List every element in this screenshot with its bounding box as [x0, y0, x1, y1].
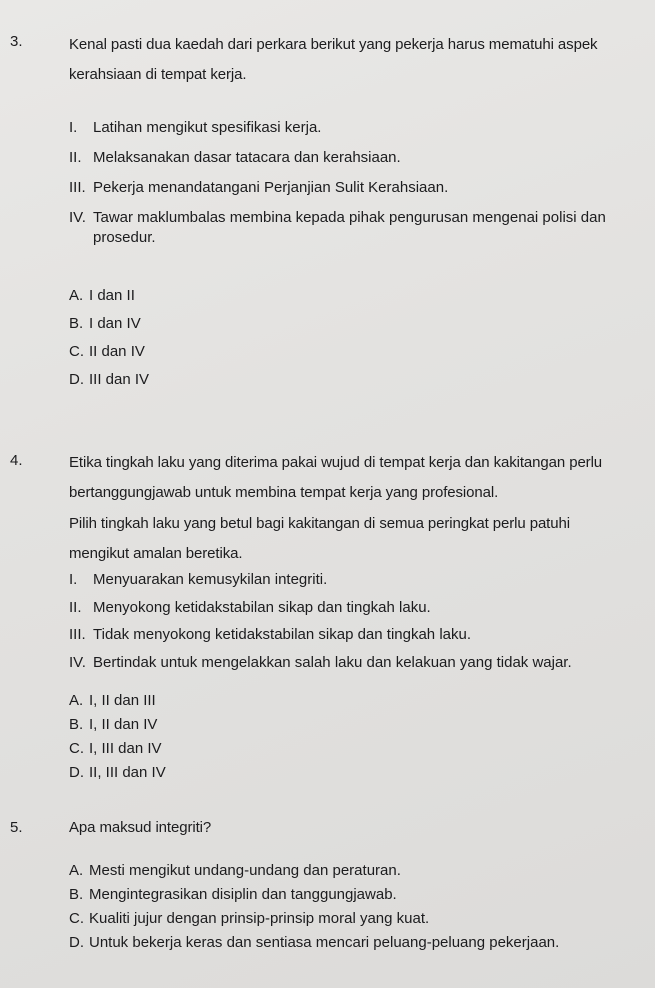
question-number: 5. [10, 819, 23, 836]
answer-option-c[interactable] [69, 908, 429, 930]
statement-numeral: IV. [69, 209, 86, 226]
answer-option-c[interactable] [69, 341, 145, 363]
answer-option-d[interactable] [69, 762, 166, 784]
statement-text: Latihan mengikut spesifikasi kerja. [93, 119, 322, 136]
stem-line: Pilih tingkah laku yang betul bagi kakitangan di semua peringkat perlu patuhi [69, 515, 570, 532]
statement-item [69, 147, 401, 169]
option-letter: C. [69, 910, 84, 927]
statement-numeral: I. [69, 571, 78, 588]
question-stem [69, 34, 629, 86]
stem-line: Apa maksud integriti? [69, 819, 212, 836]
answer-option-c[interactable] [69, 738, 162, 760]
option-letter: D. [69, 371, 84, 388]
statement-text: prosedur. [93, 229, 156, 246]
option-letter: D. [69, 764, 84, 781]
statement-text: Tidak menyokong ketidakstabilan sikap dan tingkah laku. [93, 626, 472, 643]
answer-option-b[interactable] [69, 714, 157, 736]
statement-item [69, 177, 448, 199]
statement-text: Menyuarakan kemusykilan integriti. [93, 571, 328, 588]
statement-item [69, 597, 431, 619]
option-letter: B. [69, 886, 84, 903]
question-stem [69, 817, 629, 839]
answer-option-b[interactable] [69, 884, 397, 906]
stem-line: bertanggungjawab untuk membina tempat kerja yang profesional. [69, 484, 499, 501]
question-number: 4. [10, 452, 23, 469]
option-letter: B. [69, 716, 84, 733]
stem-line: Etika tingkah laku yang diterima pakai wujud di tempat kerja dan kakitangan perlu [69, 454, 603, 471]
answer-option-a[interactable] [69, 285, 135, 307]
statement-numeral: III. [69, 626, 86, 643]
statement-item [69, 652, 572, 674]
option-text: Mesti mengikut undang-undang dan peraturan. [89, 862, 401, 879]
option-text: Mengintegrasikan disiplin dan tanggungjawab. [89, 886, 397, 903]
answer-option-a[interactable] [69, 690, 156, 712]
answer-option-d[interactable] [69, 369, 149, 391]
option-letter: C. [69, 740, 84, 757]
question-stem [69, 452, 629, 565]
statement-numeral: I. [69, 119, 78, 136]
stem-line: Kenal pasti dua kaedah dari perkara berikut yang pekerja harus mematuhi aspek [69, 36, 598, 53]
option-text: I, II dan III [89, 692, 156, 709]
statement-text: Pekerja menandatangani Perjanjian Sulit Kerahsiaan. [93, 179, 449, 196]
option-letter: A. [69, 287, 84, 304]
option-text: I, II dan IV [89, 716, 158, 733]
statement-text: Bertindak untuk mengelakkan salah laku dan kelakuan yang tidak wajar. [93, 654, 572, 671]
option-text: I, III dan IV [89, 740, 162, 757]
statement-text: Melaksanakan dasar tatacara dan kerahsiaan. [93, 149, 401, 166]
statement-numeral: III. [69, 179, 86, 196]
stem-line: mengikut amalan beretika. [69, 545, 243, 562]
statement-numeral: II. [69, 149, 82, 166]
option-letter: B. [69, 315, 84, 332]
option-text: Kualiti jujur dengan prinsip-prinsip moral yang kuat. [89, 910, 430, 927]
option-letter: A. [69, 862, 84, 879]
answer-option-d[interactable] [69, 932, 559, 954]
option-text: III dan IV [89, 371, 150, 388]
option-letter: A. [69, 692, 84, 709]
statement-text: Menyokong ketidakstabilan sikap dan tingkah laku. [93, 599, 431, 616]
option-text: Untuk bekerja keras dan sentiasa mencari peluang-peluang pekerjaan. [89, 934, 560, 951]
stem-line: kerahsiaan di tempat kerja. [69, 66, 247, 83]
statement-numeral: IV. [69, 654, 86, 671]
statement-item [69, 624, 471, 646]
statement-item [69, 227, 156, 249]
statement-text: Tawar maklumbalas membina kepada pihak pengurusan mengenai polisi dan [93, 209, 606, 226]
option-text: II dan IV [89, 343, 145, 360]
statement-item [69, 117, 321, 139]
statement-item [69, 207, 606, 229]
option-letter: C. [69, 343, 84, 360]
statement-numeral: II. [69, 599, 82, 616]
answer-option-b[interactable] [69, 313, 141, 335]
option-text: I dan II [89, 287, 135, 304]
option-letter: D. [69, 934, 84, 951]
answer-option-a[interactable] [69, 860, 401, 882]
option-text: I dan IV [89, 315, 141, 332]
option-text: II, III dan IV [89, 764, 166, 781]
question-number: 3. [10, 33, 23, 50]
statement-item [69, 569, 327, 591]
